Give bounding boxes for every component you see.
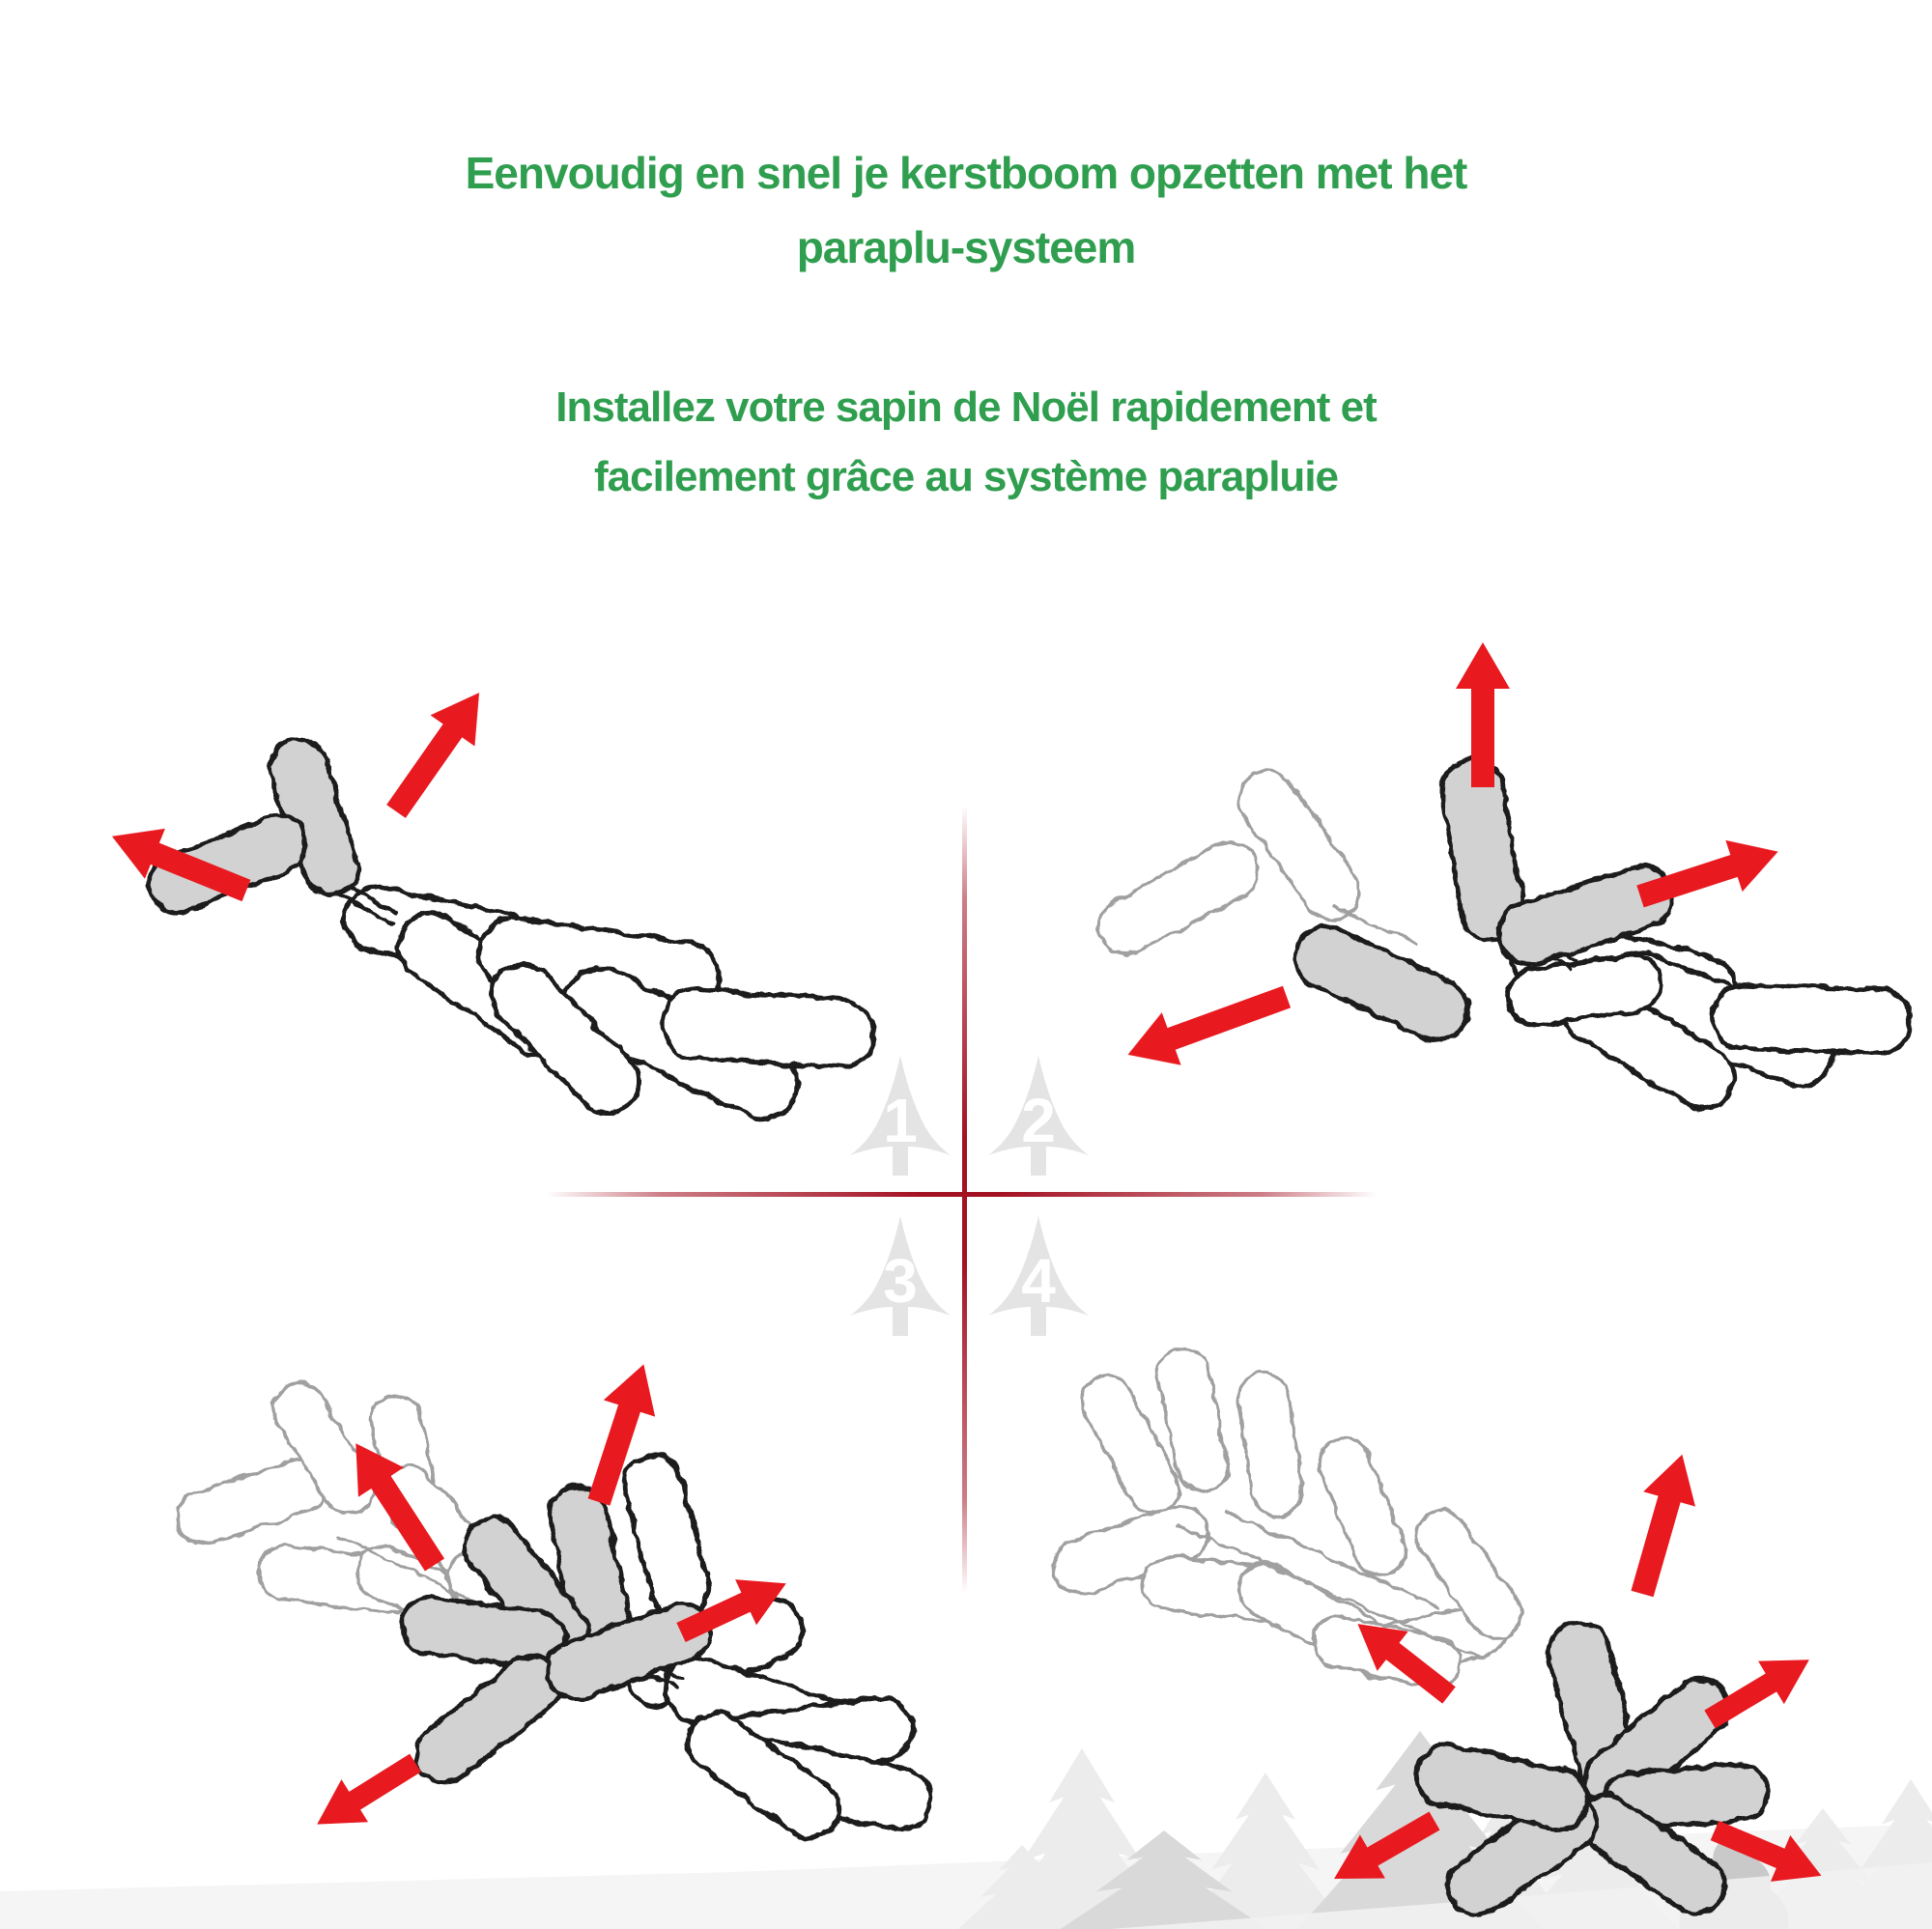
headline-french-line2: facilement grâce au système parapluie [593,453,1339,500]
red-arrow-icon [1321,1799,1447,1900]
headline-dutch [0,136,1932,285]
red-arrow-icon [303,1742,428,1846]
headline-french [0,373,1932,512]
step-4-number: 4 [1021,1246,1056,1316]
headline-french-line1: Installez votre sapin de Noël rapidement et [555,383,1377,431]
branch-foliage [170,1375,937,1850]
red-arrow-icon [1119,971,1296,1081]
step-2-number: 2 [1021,1086,1056,1155]
branch-foliage [1089,754,1912,1121]
headline-dutch-line2: paraplu-systeem [796,222,1136,272]
step-1-number: 1 [883,1086,918,1155]
branch-foliage [140,732,876,1130]
red-arrow-icon [1616,1447,1708,1602]
branch-step-2-illustration [1043,609,1884,1072]
step-3-number: 3 [883,1246,918,1316]
branch-step-4-illustration [1014,1333,1884,1893]
headline-dutch-line1: Eenvoudig en snel je kerstboom opzetten met het [465,148,1467,198]
step-number-trees [821,1034,1111,1352]
branch-step-1-illustration [58,638,850,1101]
red-arrow-icon [374,677,501,827]
branch-step-3-illustration [97,1333,966,1835]
